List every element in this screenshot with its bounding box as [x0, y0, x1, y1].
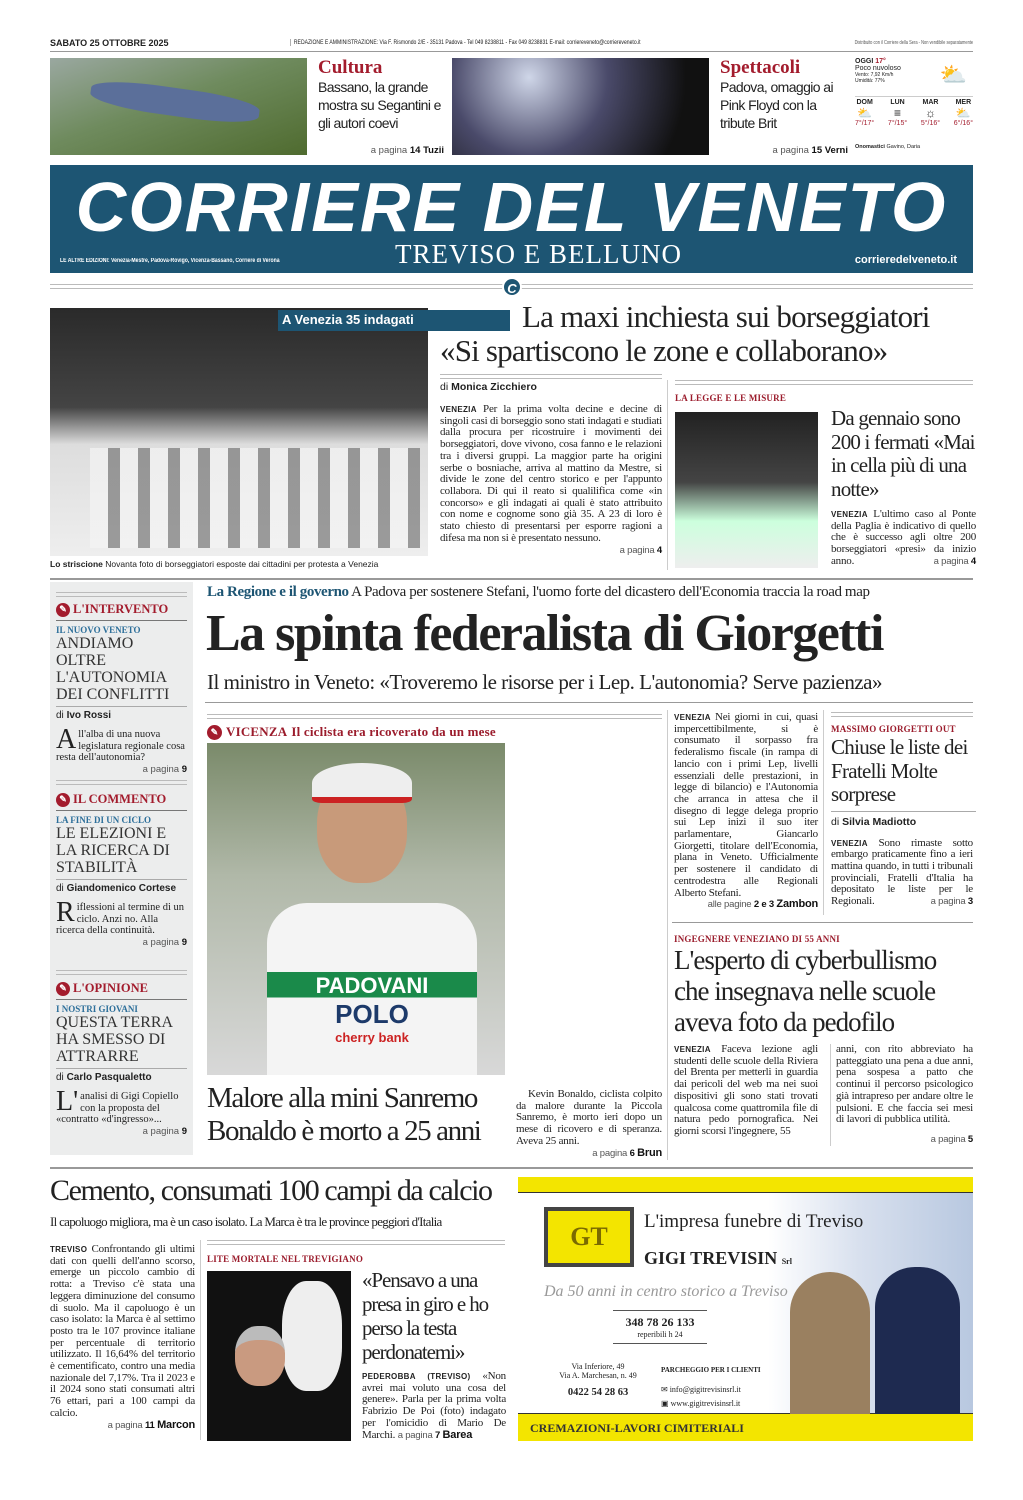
teaser-cultura[interactable] [318, 58, 448, 156]
main-headline[interactable]: La spinta federalista di Giorgetti [206, 605, 883, 662]
issue-date: SABATO 25 OTTOBRE 2025 [50, 38, 169, 48]
cyber-story [674, 934, 976, 1146]
side-body: VENEZIA L'ultimo caso al Ponte della Paglia è indicativo di quello che è successo agli oltre 200 borseggiatori «presi» da inizio anno. a pagina 4 [831, 508, 976, 567]
ad-portrait-image [780, 1252, 960, 1414]
globe-icon: ▣ [661, 1399, 669, 1408]
main-body: VENEZIA Nei giorni in cui, quasi impercettibilmente, si è consumato il sorpasso fra federalismo fiscale (in rampa di lancio con i primi Lep, livelli essenziali delle prestazioni, in legge di bilancio) e l'Autonomia che arranca in attesa che il disegno di legge delega proprio sui Lep inizi il suo iter parlamentare, Giancarlo Giorgetti, titolare dell'Economia, plana in Veneto. Ufficialmente per sostenere il candidato di centrodestra alle Regionali Alberto Stefani. alle pagine 2 e 3 Zambon [674, 711, 818, 911]
pen-icon: ✎ [207, 725, 222, 740]
kicker: LA LEGGE E LE MISURE [675, 393, 787, 403]
edition-name: TREVISO E BELLUNO [395, 239, 682, 269]
weather-box: OGGI 17° Poco nuvoloso Vento: 7,92 Km/h Umidità: 77% ⛅ DOM ⛅ 7°/17° LUN ≡ 7°/15° MAR ☼ 5°/16° MER ⛅ 6°/16° Onomastici Gavino, Daria [855, 58, 973, 150]
protest-signs-image [675, 412, 818, 568]
teaser-text: Bassano, la grande mostra su Segantini e gli autori coevi [318, 79, 441, 131]
top-bar [50, 38, 973, 52]
ad-footer: CREMAZIONI-LAVORI CIMITERIALI [530, 1421, 744, 1435]
ad-email[interactable]: ✉ info@gigitrevisinsrl.it [661, 1385, 741, 1394]
cyclist-kicker: ✎ VICENZA Il ciclista era ricoverato da un mese [207, 724, 496, 740]
kicker: LITE MORTALE NEL TREVIGIANO [207, 1254, 364, 1264]
corriere-logo-icon: C [502, 277, 522, 297]
teaser-text: Padova, omaggio ai Pink Floyd con la tribute Brit [720, 79, 833, 131]
masthead-title: CORRIERE DEL VENETO [75, 168, 948, 246]
mail-icon: ✉ [661, 1385, 668, 1394]
cultura-painting-image [50, 58, 307, 155]
address: REDAZIONE E AMMINISTRAZIONE: Via F. Rismondo 2/E - 35131 Padova - Tel 049 8238811 - Fax 049 8238831 E-mail: corriereveneto@corriereveneto.it [290, 39, 641, 46]
cemento-subhead: Il capoluogo migliora, ma è un caso isolato. La Marca è tra le province peggiori d'Italia [50, 1214, 442, 1229]
sun-icon: ☼ [924, 106, 936, 120]
page-ref: a pagina 15 Verni [772, 145, 848, 156]
cyclist-headline[interactable]: Malore alla mini Sanremo Bonaldo è morto a 25 anni [207, 1082, 481, 1147]
other-editions: LE ALTRE EDIZIONI: Venezia-Mestre, Padova-Rovigo, Vicenza-Bassano, Corriere di Verona [60, 258, 280, 264]
distribution-note: Distribuito con il Corriere della Sera - Non vendibile separatamente [854, 40, 973, 46]
cyber-body-1: VENEZIA Faceva lezione agli studenti delle scuole della Riviera del Brenta per metterli in guardia dai pericoli del web ma nei suoi dispositivi gli sono stati trovati qualcosa come quattromila file di natura pedo pornografica. Nei giorni scorsi l'ingegnere, 55 [674, 1043, 818, 1137]
teaser-section: Cultura [318, 57, 383, 78]
kicker: MASSIMO GIORGETTI OUT [831, 724, 956, 734]
lite-body: PEDEROBBA (TREVISO) «Non avrei mai voluto una cosa del genere». Parla per la prima volta Fabrizio De Poi (foto) indagato per l'omicidio di Mario De Marchi. a pagina 7 Barea [362, 1370, 506, 1441]
partly-cloudy-icon: ⛅ [939, 62, 967, 87]
cloud-sun-icon: ⛅ [857, 106, 873, 120]
pen-icon: ✎ [56, 793, 70, 807]
lead-body: VENEZIA Per la prima volta decine e decine di singoli casi di borseggio sono stati indagati e studiati dalla procura per ricostruire i movimenti dei borseggiatori, dove vivono, cosa fanno e le relazioni tra i diversi gruppi. La maggior parte ha origini serbe o bosniache, arriva al mattino da Mestre, si divide le zone del centro storico e per l'appunto collabora. Di qui il reato si qualilifica come «in concorso» e gli indagati ai quali è stato attribuito con nome e cognome sono già 35. A 23 di loro è stato chiesto di presentarsi per esporre ragioni a difesa ma non si è presentato nessuno. a pagina 4 [440, 403, 662, 557]
cyclist-photo: PADOVANI POLO cherry bank [207, 743, 505, 1075]
spettacoli-concert-image [452, 58, 709, 155]
kicker: INGEGNERE VENEZIANO DI 55 ANNI [674, 934, 840, 944]
protest-banner-image [50, 308, 428, 556]
lead-headline[interactable]: La maxi inchiesta sui borseggiatori «Si spartiscono le zone e collaborano» [440, 299, 930, 368]
defendant-photo [207, 1271, 351, 1441]
byline: di Silvia Madiotto [831, 815, 917, 828]
main-kicker: La Regione e il governo A Padova per sostenere Stefani, l'uomo forte del dicastero dell'Economia traccia la road map [207, 584, 870, 600]
ad-website[interactable]: ▣ www.gigitrevisinsrl.it [661, 1399, 741, 1408]
ad-phone[interactable]: 348 78 26 133 [625, 1315, 695, 1329]
pen-icon: ✎ [56, 982, 70, 996]
opinion-item[interactable]: ✎ L'INTERVENTO IL NUOVO VENETO ANDIAMO OLTRE L'AUTONOMIA DEI CONFLITTI di Ivo Rossi All'alba di una nuova legislatura regionale cosa resta dell'autonomia? a pagina 9 [56, 602, 187, 775]
side-headline[interactable]: Da gennaio sono 200 i fermati «Mai in cella più di una notte» [831, 406, 975, 501]
ad-slogan: Da 50 anni in centro storico a Treviso [544, 1283, 788, 1300]
byline: di Monica Zicchiero [440, 381, 537, 393]
teaser-spettacoli[interactable] [720, 58, 850, 156]
cyber-headline[interactable]: L'esperto di cyberbullismo che insegnava nelle scuole aveva foto da pedofilo [674, 945, 937, 1037]
pen-icon: ✎ [56, 603, 70, 617]
cyber-body-2: anni, con rito abbreviato ha patteggiato una pena a due anni, pena sospesa a patto che continui il percorso psicologico già intrapreso per andare oltre le pulsioni. E che faccia sei mesi di lavori di pubblica utilità. a pagina 5 [830, 1044, 973, 1146]
opinion-item[interactable]: ✎ L'OPINIONE I NOSTRI GIOVANI QUESTA TERRA HA SMESSO DI ATTRARRE di Carlo Pasqualetto L'analisi di Gigi Copiello con la proposta del «contratto «d'ingresso»... a pagina 9 [56, 981, 187, 1137]
advertisement[interactable]: GT L'impresa funebre di Treviso GIGI TREVISIN Srl Da 50 anni in centro storico a Treviso 348 78 26 133 reperibili h 24 Via Inferiore, 49 Via A. Marchesan, n. 49 0422 54 28 63 PARCHEGGIO PER I CLIENTI ✉ info@gigitrevisinsrl.it ▣ www.gigitrevisinsrl.it CREMAZIONI-LAVORI CIMITERIALI [518, 1177, 973, 1441]
cloud-sun-icon: ⛅ [955, 106, 971, 120]
ad-tagline: L'impresa funebre di Treviso [644, 1211, 864, 1232]
ad-company: GIGI TREVISIN Srl [644, 1248, 792, 1268]
ad-logo: GT [544, 1207, 634, 1267]
side-story [831, 407, 976, 568]
lists-headline[interactable]: Chiuse le liste dei Fratelli Molte sorprese [831, 736, 976, 812]
lite-headline[interactable]: «Pensavo a una presa in giro e ho perso la testa perdonatemi» [362, 1268, 488, 1364]
page-ref: a pagina 14 Tuzii [370, 145, 444, 156]
main-subhead: Il ministro in Veneto: «Troveremo le risorse per i Lep. L'autonomia? Serve pazienza» [207, 670, 883, 694]
teaser-section: Spettacoli [720, 57, 801, 78]
lite-story [362, 1268, 512, 1441]
fog-icon: ≡ [894, 106, 902, 120]
opinions-column [50, 582, 193, 1155]
photo-caption: Lo striscione Novanta foto di borseggiatori esposte dai cittadini per protesta a Venezia [50, 559, 379, 569]
cyclist-body: Kevin Bonaldo, ciclista colpito da malore durante la Piccola Sanremo, è morto ieri dopo un mese di ricovero e di speranza. Aveva 25 anni. a pagina 6 Brun [516, 1088, 662, 1159]
cemento-body: TREVISO Confrontando gli ultimi dati con quelli dell'anno scorso, emerge un piccolo cambio di rotta: a Treviso c'è stata una leggera diminuzione del consumo di suolo. Ma il capoluogo è un caso isolato: la Marca è al settimo posto tra le 107 province italiane per percentuale di territorio utilizzato. Il 16,64% del territorio è cementificato, contro una media nazionale del 7,17%. Tra il 2023 e il 2024 sono stati consumati altri 76 ettari, pari a 100 campi da calcio. a pagina 11 Marcon [50, 1243, 195, 1431]
opinion-item[interactable]: ✎ IL COMMENTO LA FINE DI UN CICLO LE ELEZIONI E LA RICERCA DI STABILITÀ di Giandomenico Cortese Riflessioni al termine di un ciclo. Anzi no. Alla ricerca della continuità. a pagina 9 [56, 792, 187, 948]
lists-story [831, 724, 976, 908]
masthead [50, 165, 973, 273]
photo-label: A Venezia 35 indagati [278, 310, 510, 331]
cemento-headline[interactable]: Cemento, consumati 100 campi da calcio [50, 1174, 492, 1207]
site-link[interactable]: corrieredelveneto.it [854, 254, 957, 266]
lists-body: VENEZIA Sono rimaste sotto embargo praticamente fino a ieri mattina quando, in tutti i tribunali provinciali, Fratelli d'Italia ha depositato le liste per le Regionali. a pagina 3 [831, 836, 973, 908]
